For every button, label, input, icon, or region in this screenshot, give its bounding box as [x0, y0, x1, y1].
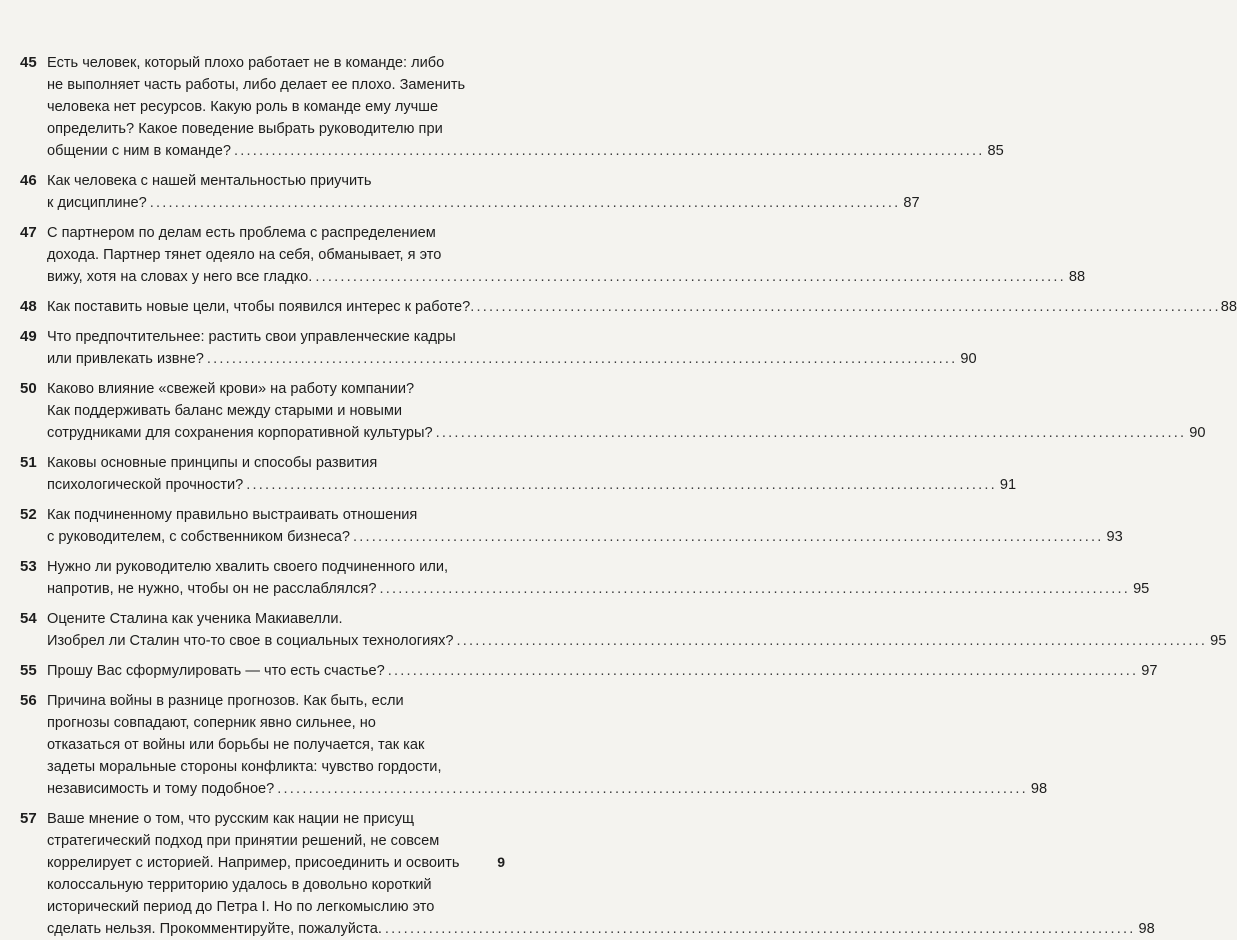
entry-page-number: 91 — [999, 477, 1017, 493]
entry-number: 55 — [20, 662, 37, 679]
dot-leader: ........................................................................................................................ — [206, 351, 958, 367]
dot-leader: ........................................................................................................................ — [277, 781, 1028, 797]
dot-leader: ........................................................................................................................ — [233, 143, 985, 159]
dot-leader: ........................................................................................................................ — [352, 529, 1104, 545]
toc-entry[interactable] — [20, 556, 1150, 600]
dot-leader: ........................................................................................................................ — [246, 477, 997, 493]
entry-text-line: Прошу Вас сформулировать — что есть счастье? — [47, 663, 385, 679]
entry-text-line: сотрудниками для сохранения корпоративной культуры? — [47, 425, 433, 441]
toc-entry[interactable] — [20, 222, 1086, 288]
page-number: 9 — [497, 854, 505, 870]
entry-last-line — [47, 918, 1155, 940]
toc-entry[interactable] — [20, 170, 920, 214]
entry-last-line — [47, 474, 1017, 496]
entry-text-line: прогнозы совпадают, соперник явно сильнее, но — [47, 715, 376, 731]
entry-text-line: Оцените Сталина как ученика Макиавелли. — [47, 611, 343, 627]
entry-text-line: независимость и тому подобное? — [47, 781, 275, 797]
entry-text-line: задеты моральные стороны конфликта: чувство гордости, — [47, 759, 442, 775]
entry-number: 53 — [20, 558, 37, 575]
entry-last-line — [47, 660, 1158, 682]
entry-text-line: Что предпочтительнее: растить свои управленческие кадры — [47, 329, 456, 345]
entry-page-number: 90 — [960, 351, 977, 367]
entry-number: 48 — [20, 298, 37, 315]
toc-entry[interactable] — [20, 378, 1206, 444]
entry-text-line: вижу, хотя на словах у него все гладко. — [47, 269, 313, 285]
entry-number: 51 — [20, 454, 37, 471]
entry-last-line — [47, 140, 1004, 162]
toc-entry[interactable] — [20, 452, 1017, 496]
entry-text-line: Как поддерживать баланс между старыми и новыми — [47, 403, 403, 419]
entry-page-number: 87 — [903, 195, 920, 211]
toc-entry[interactable] — [20, 690, 1048, 800]
dot-leader: ........................................................................................................................ — [149, 195, 901, 211]
entry-text-line: Изобрел ли Сталин что-то свое в социальных технологиях? — [47, 633, 454, 649]
entry-last-line — [47, 778, 1048, 800]
entry-text-line: общении с ним в команде? — [47, 143, 231, 159]
entry-text-line: С партнером по делам есть проблема с распределением — [47, 225, 436, 241]
entry-last-line — [47, 266, 1086, 288]
toc-entry[interactable] — [20, 52, 1004, 162]
entry-number: 45 — [20, 54, 37, 71]
entry-last-line — [47, 422, 1206, 444]
entry-number: 46 — [20, 172, 37, 189]
entry-text-line: определить? Какое поведение выбрать руководителю при — [47, 121, 443, 137]
entry-text-line: к дисциплине? — [47, 195, 147, 211]
dot-leader: ........................................................................................................................ — [387, 663, 1139, 679]
entry-page-number: 88 — [1220, 299, 1237, 315]
entry-page-number: 85 — [987, 143, 1004, 159]
entry-number: 47 — [20, 224, 37, 241]
entry-last-line — [47, 348, 977, 370]
entry-number: 52 — [20, 506, 37, 523]
entry-text-line: Как подчиненному правильно выстраивать отношения — [47, 507, 418, 523]
entry-page-number: 98 — [1030, 781, 1048, 797]
entry-last-line — [47, 630, 1227, 652]
table-of-contents — [20, 52, 1237, 940]
entry-text-line: Причина войны в разнице прогнозов. Как быть, если — [47, 693, 404, 709]
entry-page-number: 95 — [1210, 633, 1227, 649]
entry-text-line: Каковы основные принципы и способы развития — [47, 455, 378, 471]
entry-page-number: 95 — [1133, 581, 1150, 597]
dot-leader: ........................................................................................................................ — [470, 299, 1221, 315]
entry-page-number: 90 — [1189, 425, 1206, 441]
entry-text-line: стратегический подход при принятии решений, не совсем — [47, 833, 440, 849]
entry-last-line — [47, 578, 1150, 600]
dot-leader: ........................................................................................................................ — [315, 269, 1066, 285]
entry-text-line: психологической прочности? — [47, 477, 244, 493]
entry-last-line — [47, 192, 920, 214]
entry-text-line: Ваше мнение о том, что русским как нации не присущ — [47, 811, 415, 827]
entry-text-line: Нужно ли руководителю хвалить своего подчиненного или, — [47, 559, 449, 575]
entry-number: 49 — [20, 328, 37, 345]
entry-last-line — [47, 526, 1123, 548]
toc-entry[interactable] — [20, 660, 1158, 682]
entry-text-line: отказаться от войны или борьбы не получается, так как — [47, 737, 425, 753]
entry-text-line: не выполняет часть работы, либо делает ее плохо. Заменить — [47, 77, 466, 93]
toc-entry[interactable] — [20, 504, 1123, 548]
entry-page-number: 88 — [1068, 269, 1086, 285]
entry-text-line: человека нет ресурсов. Какую роль в команде ему лучше — [47, 99, 439, 115]
entry-text-line: сделать нельзя. Прокомментируйте, пожалуйста. — [47, 921, 382, 937]
entry-last-line — [47, 296, 1237, 318]
entry-number: 57 — [20, 810, 37, 827]
entry-page-number: 93 — [1106, 529, 1123, 545]
entry-text-line: напротив, не нужно, чтобы он не расслаблялся? — [47, 581, 377, 597]
entry-text-line: исторический период до Петра I. Но по легкомыслию это — [47, 899, 435, 915]
dot-leader: ........................................................................................................................ — [384, 921, 1136, 937]
toc-entry[interactable] — [20, 296, 1237, 318]
entry-text-line: с руководителем, с собственником бизнеса? — [47, 529, 350, 545]
dot-leader: ........................................................................................................................ — [435, 425, 1187, 441]
entry-page-number: 98 — [1138, 921, 1155, 937]
toc-entry[interactable] — [20, 326, 977, 370]
toc-entry[interactable] — [20, 608, 1227, 652]
entry-text-line: Каково влияние «свежей крови» на работу компании? — [47, 381, 415, 397]
dot-leader: ........................................................................................................................ — [379, 581, 1131, 597]
dot-leader: ........................................................................................................................ — [456, 633, 1208, 649]
entry-text-line: дохода. Партнер тянет одеяло на себя, обманывает, я это — [47, 247, 442, 263]
toc-entry[interactable] — [20, 808, 1155, 940]
entry-text-line: колоссальную территорию удалось в довольно короткий — [47, 877, 432, 893]
entry-text-line: Как человека с нашей ментальностью приучить — [47, 173, 372, 189]
entry-text-line: или привлекать извне? — [47, 351, 204, 367]
entry-text-line: коррелирует с историей. Например, присоединить и освоить — [47, 855, 460, 871]
entry-number: 54 — [20, 610, 37, 627]
entry-text-line: Есть человек, который плохо работает не в команде: либо — [47, 55, 445, 71]
entry-page-number: 97 — [1141, 663, 1158, 679]
entry-number: 50 — [20, 380, 37, 397]
entry-text-line: Как поставить новые цели, чтобы появился интерес к работе? — [47, 299, 471, 315]
entry-number: 56 — [20, 692, 37, 709]
